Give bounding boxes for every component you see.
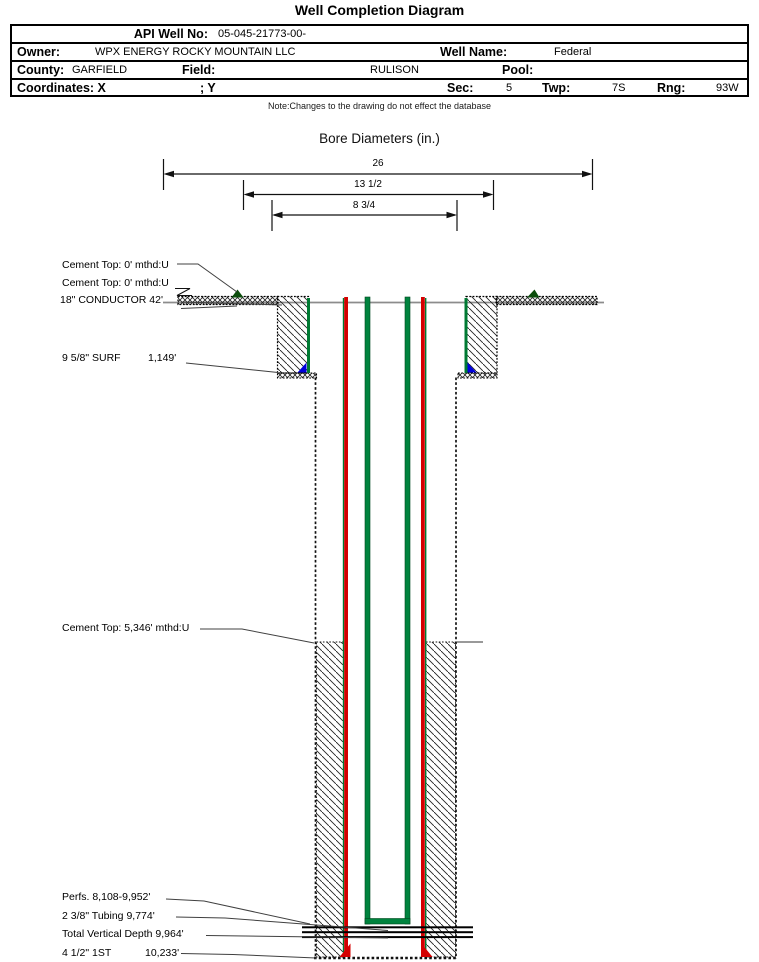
production-cement-right bbox=[426, 642, 456, 957]
cement-top-marker-left bbox=[232, 290, 244, 298]
casing-edge-left bbox=[343, 298, 344, 956]
twp-value: 7S bbox=[612, 82, 626, 94]
county-value: GARFIELD bbox=[72, 64, 128, 76]
conductor-bar-right bbox=[496, 297, 597, 305]
surface-casing-left bbox=[307, 298, 310, 373]
table-row-api bbox=[12, 26, 747, 44]
perforation-lines bbox=[302, 926, 473, 938]
surface-casing-right bbox=[465, 298, 468, 373]
annotation-conductor: 18" CONDUCTOR 42' bbox=[60, 294, 163, 306]
production-casing-left bbox=[344, 297, 348, 957]
annotation-surf-depth: 1,149' bbox=[148, 352, 177, 364]
annotation-tvd: Total Vertical Depth 9,964' bbox=[62, 928, 184, 940]
table-row-owner bbox=[12, 44, 747, 62]
api-label: API Well No: bbox=[133, 27, 208, 41]
table-row-county bbox=[12, 62, 747, 80]
annotation-cement-top-3: Cement Top: 5,346' mthd:U bbox=[62, 622, 190, 634]
casing-edge-right bbox=[425, 298, 426, 956]
coordinates-y-label: ; Y bbox=[200, 81, 216, 95]
surface-cement-column-right bbox=[466, 297, 497, 374]
pool-label: Pool: bbox=[502, 63, 534, 77]
well-name-label: Well Name: bbox=[440, 45, 508, 59]
surface-cement-column-left bbox=[278, 297, 309, 374]
cement-top-marker-right bbox=[527, 290, 540, 298]
api-value: 05-045-21773-00- bbox=[218, 28, 307, 40]
production-cement-left bbox=[317, 642, 344, 957]
rng-label: Rng: bbox=[657, 81, 686, 95]
annotation-surf-casing: 9 5/8" SURF bbox=[62, 352, 121, 364]
annotation-tubing: 2 3/8" Tubing 9,774' bbox=[62, 909, 155, 922]
coordinates-label: Coordinates: X bbox=[17, 81, 106, 95]
well-header-table bbox=[10, 24, 749, 97]
dim-label-8-3-4: 8 3/4 bbox=[352, 200, 376, 211]
annotation-cement-top-1: Cement Top: 0' mthd:U bbox=[62, 259, 169, 271]
field-label: Field: bbox=[182, 63, 216, 77]
twp-label: Twp: bbox=[542, 81, 571, 95]
sec-label: Sec: bbox=[447, 81, 474, 95]
dim-label-13-1-2: 13 1/2 bbox=[354, 179, 382, 190]
annotation-casing1: 4 1/2" 1ST bbox=[62, 947, 112, 959]
production-casing-right bbox=[421, 297, 425, 957]
page-title: Well Completion Diagram bbox=[294, 2, 465, 18]
sec-value: 5 bbox=[506, 82, 513, 94]
well-name-value: Federal bbox=[554, 46, 592, 58]
owner-value: WPX ENERGY ROCKY MOUNTAIN LLC bbox=[95, 46, 296, 58]
annotation-perfs: Perfs. 8,108-9,952' bbox=[62, 891, 151, 903]
owner-label: Owner: bbox=[17, 45, 61, 59]
county-label: County: bbox=[17, 63, 65, 77]
bore-diameters-title: Bore Diameters (in.) bbox=[319, 131, 440, 146]
field-value: RULISON bbox=[370, 64, 419, 76]
surface-shoe-stub-right bbox=[458, 373, 497, 378]
table-row-coordinates bbox=[12, 80, 747, 96]
tubing-string bbox=[365, 297, 410, 924]
surface-shoe-stub-left bbox=[278, 373, 317, 378]
annotation-casing1-depth: 10,233' bbox=[145, 947, 180, 959]
database-note: Note:Changes to the drawing do not effect the database bbox=[268, 101, 491, 111]
rng-value: 93W bbox=[716, 82, 739, 94]
dim-label-26: 26 bbox=[372, 158, 384, 169]
annotation-cement-top-2: Cement Top: 0' mthd:U bbox=[62, 276, 169, 289]
